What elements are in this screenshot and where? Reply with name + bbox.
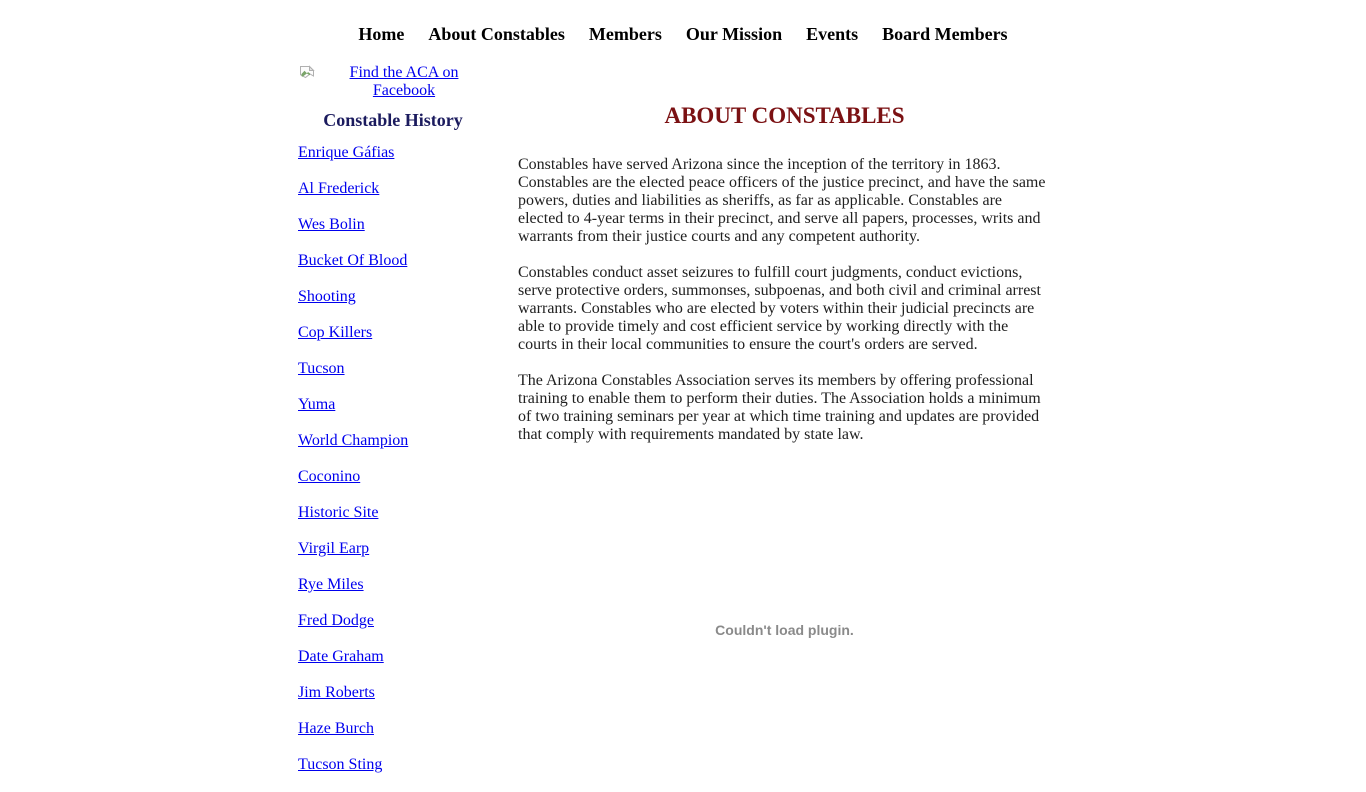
facebook-link[interactable] xyxy=(298,64,518,100)
facebook-link-label[interactable]: Find the ACA on Facebook xyxy=(349,64,459,99)
sidebar-link-row xyxy=(298,468,518,486)
about-paragraph: Constables have served Arizona since the inception of the territory in 1863. Constables are the elected peace officers of the justice precinct, and have the same powers, duties and liabilities as sheriffs, as far as applicable. Constables are elected to 4-year terms in their precinct, and serve all papers, processes, writs and warrants from their justice courts and any competent authority. xyxy=(518,156,1046,245)
sidebar-link-al-frederick[interactable]: Al Frederick xyxy=(298,180,380,197)
sidebar-link-date-graham[interactable]: Date Graham xyxy=(298,648,384,665)
sidebar-link-shooting[interactable]: Shooting xyxy=(298,288,356,305)
sidebar-link-rye-miles[interactable]: Rye Miles xyxy=(298,576,364,593)
sidebar-link-historic-site[interactable]: Historic Site xyxy=(298,504,379,521)
plugin-placeholder xyxy=(518,622,1051,640)
top-nav xyxy=(290,0,1076,44)
sidebar-link-bucket-of-blood[interactable]: Bucket Of Blood xyxy=(298,252,408,269)
sidebar-link-row xyxy=(298,216,518,234)
sidebar-link-row xyxy=(298,540,518,558)
sidebar-link-row xyxy=(298,720,518,738)
about-paragraph: The Arizona Constables Association serves its members by offering professional training to enable them to perform their duties. The Association holds a minimum of two training seminars per year at which time training and updates are provided that comply with requirements mandated by state law. xyxy=(518,372,1041,443)
content-columns xyxy=(290,44,1076,792)
sidebar-link-row xyxy=(298,504,518,522)
sidebar-link-row xyxy=(298,288,518,306)
sidebar-link-row xyxy=(298,648,518,666)
sidebar-link-row xyxy=(298,360,518,378)
sidebar xyxy=(290,44,518,792)
sidebar-link-wes-bolin[interactable]: Wes Bolin xyxy=(298,216,365,233)
about-paragraphs xyxy=(518,156,1051,444)
sidebar-heading: Constable History xyxy=(323,110,463,130)
sidebar-link-yuma[interactable]: Yuma xyxy=(298,396,336,413)
sidebar-link-cop-killers[interactable]: Cop Killers xyxy=(298,324,373,341)
page-title: ABOUT CONSTABLES xyxy=(664,103,905,128)
sidebar-link-row xyxy=(298,612,518,630)
sidebar-link-row xyxy=(298,180,518,198)
nav-item-members[interactable]: Members xyxy=(588,24,662,44)
sidebar-link-list xyxy=(298,144,518,774)
sidebar-link-row xyxy=(298,144,518,162)
plugin-error-message: Couldn't load plugin. xyxy=(715,622,854,638)
main-content xyxy=(518,44,1051,640)
sidebar-link-row xyxy=(298,396,518,414)
nav-item-events[interactable]: Events xyxy=(806,24,859,44)
nav-item-about-constables[interactable]: About Constables xyxy=(428,24,565,44)
sidebar-link-row xyxy=(298,576,518,594)
sidebar-link-world-champion[interactable]: World Champion xyxy=(298,432,409,449)
sidebar-link-row xyxy=(298,324,518,342)
nav-item-home[interactable]: Home xyxy=(358,24,405,44)
about-paragraph: Constables conduct asset seizures to fulfill court judgments, conduct evictions, serve protective orders, summonses, subpoenas, and both civil and criminal arrest warrants. Constables who are elected by voters within their judicial precincts are able to provide timely and cost efficient service by working directly with the courts in their local communities to ensure the court's orders are served. xyxy=(518,264,1041,353)
sidebar-link-fred-dodge[interactable]: Fred Dodge xyxy=(298,612,374,629)
sidebar-link-row xyxy=(298,432,518,450)
nav-item-our-mission[interactable]: Our Mission xyxy=(685,24,783,44)
sidebar-link-haze-burch[interactable]: Haze Burch xyxy=(298,720,374,737)
sidebar-link-row xyxy=(298,252,518,270)
sidebar-link-tucson[interactable]: Tucson xyxy=(298,360,345,377)
sidebar-link-row xyxy=(298,756,518,774)
sidebar-link-enrique-g-fias[interactable]: Enrique Gáfias xyxy=(298,144,395,161)
sidebar-link-tucson-sting[interactable]: Tucson Sting xyxy=(298,756,383,773)
sidebar-link-row xyxy=(298,684,518,702)
page xyxy=(290,0,1076,792)
broken-image-icon xyxy=(298,65,316,83)
nav-item-board-members[interactable]: Board Members xyxy=(882,24,1008,44)
sidebar-link-coconino[interactable]: Coconino xyxy=(298,468,361,485)
sidebar-link-jim-roberts[interactable]: Jim Roberts xyxy=(298,684,375,701)
sidebar-link-virgil-earp[interactable]: Virgil Earp xyxy=(298,540,370,557)
